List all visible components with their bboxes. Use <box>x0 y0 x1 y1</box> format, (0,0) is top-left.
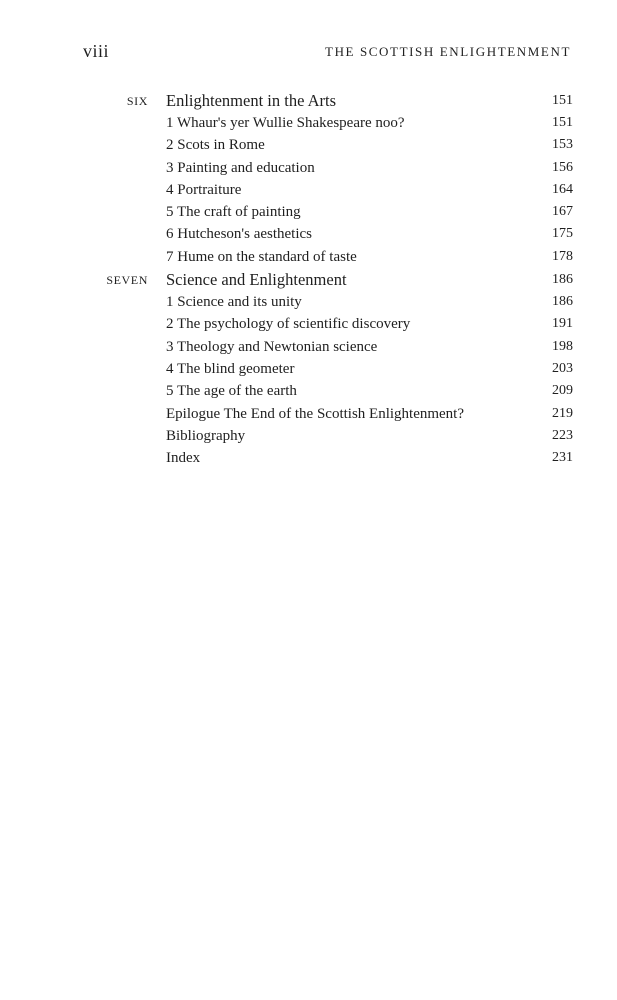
toc-entry <box>0 246 617 268</box>
toc-back-matter-bibliography <box>0 425 617 447</box>
toc-entry-page-ref: 153 <box>552 137 573 153</box>
toc-back-matter-index <box>0 447 617 469</box>
toc-entry-page-ref: 156 <box>552 159 573 175</box>
toc-entry-page-ref: 175 <box>552 226 573 242</box>
toc-entry-title: 1 Whaur's yer Wullie Shakespeare noo? <box>166 115 405 131</box>
table-of-contents <box>0 89 617 469</box>
page-number: viii <box>83 41 110 61</box>
toc-entry-title: 2 The psychology of scientific discovery <box>166 316 411 333</box>
toc-entry-page-ref: 164 <box>552 181 573 197</box>
toc-entry-title: 4 Portraiture <box>166 181 242 198</box>
toc-entry <box>0 134 617 156</box>
chapter-page-ref: 151 <box>552 93 573 108</box>
chapter-number: SEVEN <box>106 273 148 288</box>
chapter-number: SIX <box>126 94 148 108</box>
toc-entry-title: 7 Hume on the standard of taste <box>166 248 357 265</box>
toc-entry-title: 2 Scots in Rome <box>166 137 265 154</box>
toc-entry <box>0 380 617 402</box>
toc-entry-page-ref: 219 <box>552 405 573 421</box>
toc-entry-page-ref: 151 <box>552 115 573 130</box>
toc-entry-page-ref: 191 <box>552 316 573 332</box>
chapter-page-ref: 186 <box>552 272 573 288</box>
toc-entry-page-ref: 178 <box>552 248 573 264</box>
chapter-title: Enlightenment in the Arts <box>166 91 337 110</box>
toc-entry <box>0 313 617 335</box>
toc-entry-title: Epilogue The End of the Scottish Enlightenment? <box>166 405 465 422</box>
chapter-row-six <box>0 89 617 112</box>
toc-entry-page-ref: 203 <box>552 360 573 376</box>
toc-entry-title: 3 Painting and education <box>166 159 315 176</box>
toc-entry-title: 3 Theology and Newtonian science <box>166 338 378 355</box>
toc-entry <box>0 358 617 380</box>
toc-entry <box>0 291 617 313</box>
toc-entry <box>0 179 617 201</box>
toc-entry-page-ref: 209 <box>552 383 573 399</box>
toc-entry <box>0 336 617 358</box>
toc-entry-title: 6 Hutcheson's aesthetics <box>166 226 313 243</box>
toc-entry-title: Index <box>166 450 201 467</box>
toc-entry <box>0 157 617 179</box>
toc-entry <box>0 223 617 245</box>
toc-entry-page-ref: 223 <box>552 427 573 443</box>
toc-entry-title: Bibliography <box>166 427 246 444</box>
toc-entry-title: 5 The craft of painting <box>166 204 301 221</box>
toc-entry-title: 1 Science and its unity <box>166 294 302 311</box>
toc-entry <box>0 201 617 223</box>
toc-entry-page-ref: 231 <box>552 450 573 466</box>
toc-entry-page-ref: 167 <box>552 204 573 220</box>
toc-entry-page-ref: 186 <box>552 294 573 310</box>
toc-entry <box>0 112 617 134</box>
chapter-title: Science and Enlightenment <box>166 270 347 290</box>
toc-back-matter-epilogue <box>0 403 617 425</box>
toc-entry-title: 4 The blind geometer <box>166 360 295 377</box>
running-head: THE SCOTTISH ENLIGHTENMENT <box>325 44 571 59</box>
toc-entry-page-ref: 198 <box>552 338 573 354</box>
toc-entry-title: 5 The age of the earth <box>166 383 297 400</box>
chapter-row-seven <box>0 268 617 291</box>
